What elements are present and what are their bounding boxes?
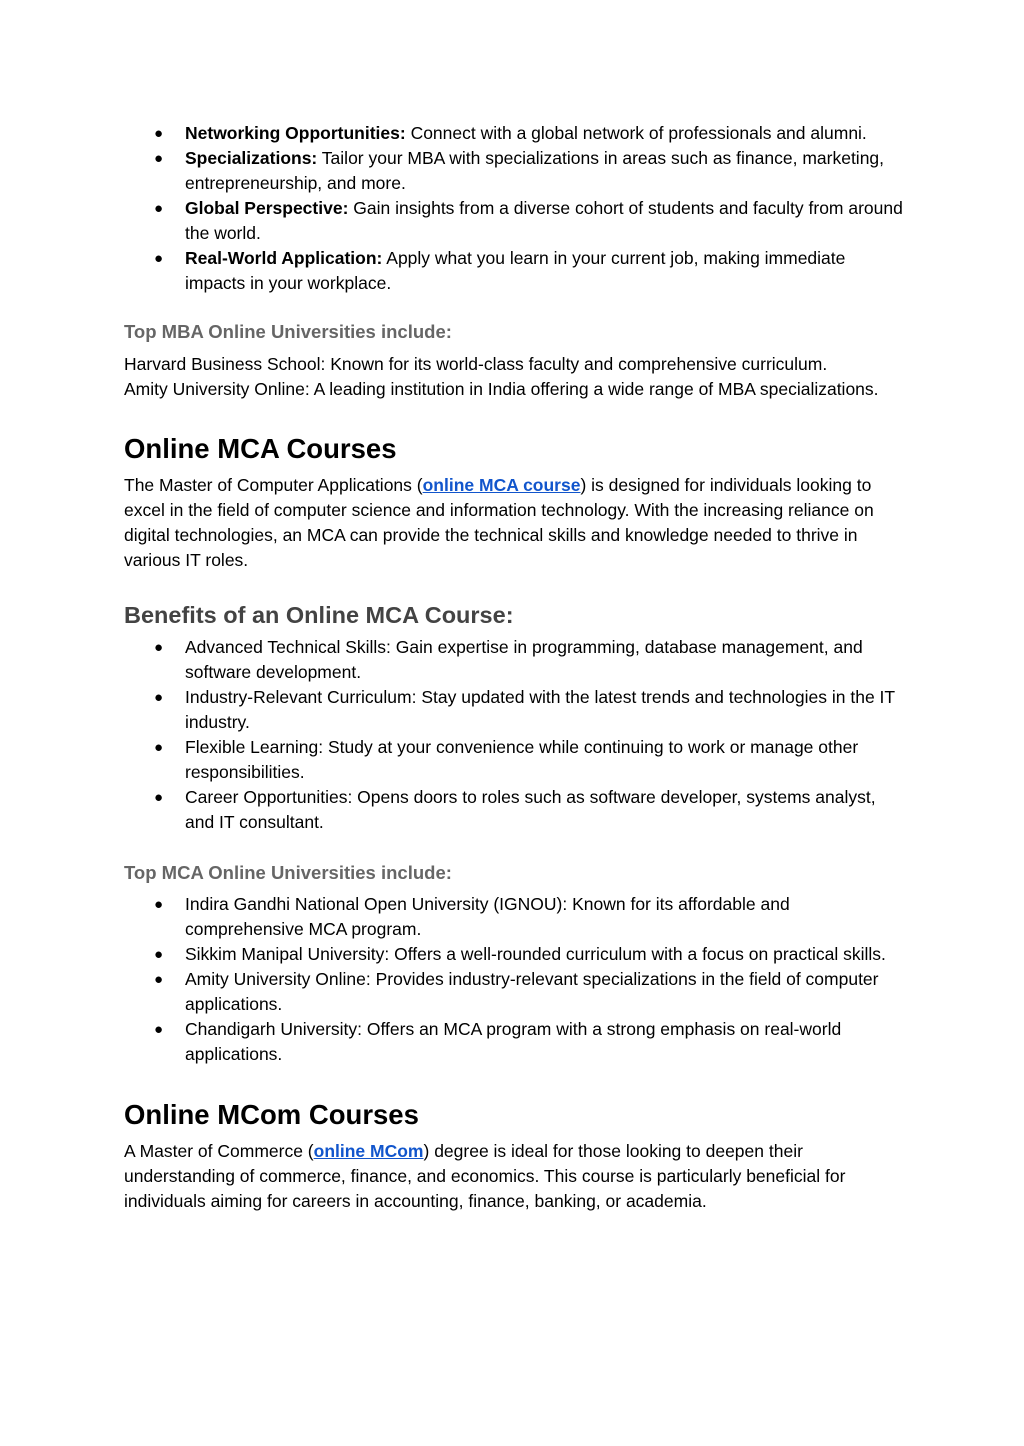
benefit-text: Connect with a global network of professionals and alumni. xyxy=(405,123,867,143)
mca-intro-before: The Master of Computer Applications ( xyxy=(124,475,423,495)
bullet-icon: ● xyxy=(154,739,164,756)
benefit-term: Global Perspective: xyxy=(185,198,349,218)
document-page xyxy=(124,121,904,1214)
mcom-intro xyxy=(124,1139,904,1214)
online-mcom-link[interactable]: online MCom xyxy=(313,1141,424,1161)
bullet-icon: ● xyxy=(154,250,164,267)
bullet-icon: ● xyxy=(154,150,164,167)
online-mca-course-link[interactable]: online MCA course xyxy=(422,475,581,495)
bullet-icon: ● xyxy=(154,125,164,142)
list-item xyxy=(124,196,904,246)
bullet-icon: ● xyxy=(154,896,164,913)
bullet-icon: ● xyxy=(154,946,164,963)
bullet-icon: ● xyxy=(154,200,164,217)
benefit-term: Specializations: xyxy=(185,148,318,168)
mca-intro-after: ) is designed for individuals looking to excel in the field of computer science and information technology. With the increasing reliance on digital technologies, an MCA can provide the technical skills and knowledge needed to thrive in various IT roles. xyxy=(124,475,874,570)
bullet-icon: ● xyxy=(154,689,164,706)
list-item xyxy=(124,735,904,785)
benefit-text: Tailor your MBA with specializations in areas such as finance, marketing, entrepreneurship, and more. xyxy=(185,148,885,193)
list-item xyxy=(124,967,904,1017)
benefit-text: Apply what you learn in your current job, making immediate impacts in your workplace. xyxy=(185,248,846,293)
list-item-text: Flexible Learning: Study at your convenience while continuing to work or manage other responsibilities. xyxy=(185,737,859,782)
list-item xyxy=(124,635,904,685)
benefit-term: Real-World Application: xyxy=(185,248,383,268)
list-item xyxy=(124,785,904,835)
mca-intro xyxy=(124,473,904,573)
list-item xyxy=(124,121,904,146)
list-item-text: Sikkim Manipal University: Offers a well-rounded curriculum with a focus on practical skills. xyxy=(185,944,886,964)
benefit-text: Gain insights from a diverse cohort of students and faculty from around the world. xyxy=(185,198,903,243)
list-item xyxy=(124,146,904,196)
mba-top-line-2: Amity University Online: A leading institution in India offering a wide range of MBA specializations. xyxy=(124,379,879,399)
list-item xyxy=(124,246,904,296)
list-item-text: Indira Gandhi National Open University (IGNOU): Known for its affordable and comprehensive MCA program. xyxy=(185,894,790,939)
mba-top-line-1: Harvard Business School: Known for its world-class faculty and comprehensive curriculum. xyxy=(124,354,828,374)
bullet-icon: ● xyxy=(154,639,164,656)
mca-heading: Online MCA Courses xyxy=(124,433,397,464)
list-item xyxy=(124,1017,904,1067)
mca-top-list xyxy=(124,892,904,1067)
list-item xyxy=(124,942,904,967)
bullet-icon: ● xyxy=(154,1021,164,1038)
benefit-term: Networking Opportunities: xyxy=(185,123,406,143)
list-item xyxy=(124,892,904,942)
list-item-text: Industry-Relevant Curriculum: Stay updated with the latest trends and technologies in the IT industry. xyxy=(185,687,895,732)
mcom-intro-before: A Master of Commerce ( xyxy=(124,1141,314,1161)
list-item-text: Amity University Online: Provides industry-relevant specializations in the field of computer applications. xyxy=(185,969,879,1014)
bullet-icon: ● xyxy=(154,789,164,806)
bullet-icon: ● xyxy=(154,971,164,988)
list-item xyxy=(124,685,904,735)
list-item-text: Advanced Technical Skills: Gain expertise in programming, database management, and software development. xyxy=(185,637,863,682)
mcom-intro-after: ) degree is ideal for those looking to deepen their understanding of commerce, finance, and economics. This course is particularly beneficial for individuals aiming for careers in accounting, finance, banking, or academia. xyxy=(124,1141,846,1211)
list-item-text: Chandigarh University: Offers an MCA program with a strong emphasis on real-world applications. xyxy=(185,1019,842,1064)
mba-benefits-list xyxy=(124,121,904,296)
mcom-heading: Online MCom Courses xyxy=(124,1099,419,1130)
mca-top-heading: Top MCA Online Universities include: xyxy=(124,862,452,883)
mca-benefits-list xyxy=(124,635,904,835)
mba-top-heading: Top MBA Online Universities include: xyxy=(124,321,452,342)
mca-benefits-heading: Benefits of an Online MCA Course: xyxy=(124,602,514,628)
list-item-text: Career Opportunities: Opens doors to roles such as software developer, systems analyst, and IT consultant. xyxy=(185,787,876,832)
